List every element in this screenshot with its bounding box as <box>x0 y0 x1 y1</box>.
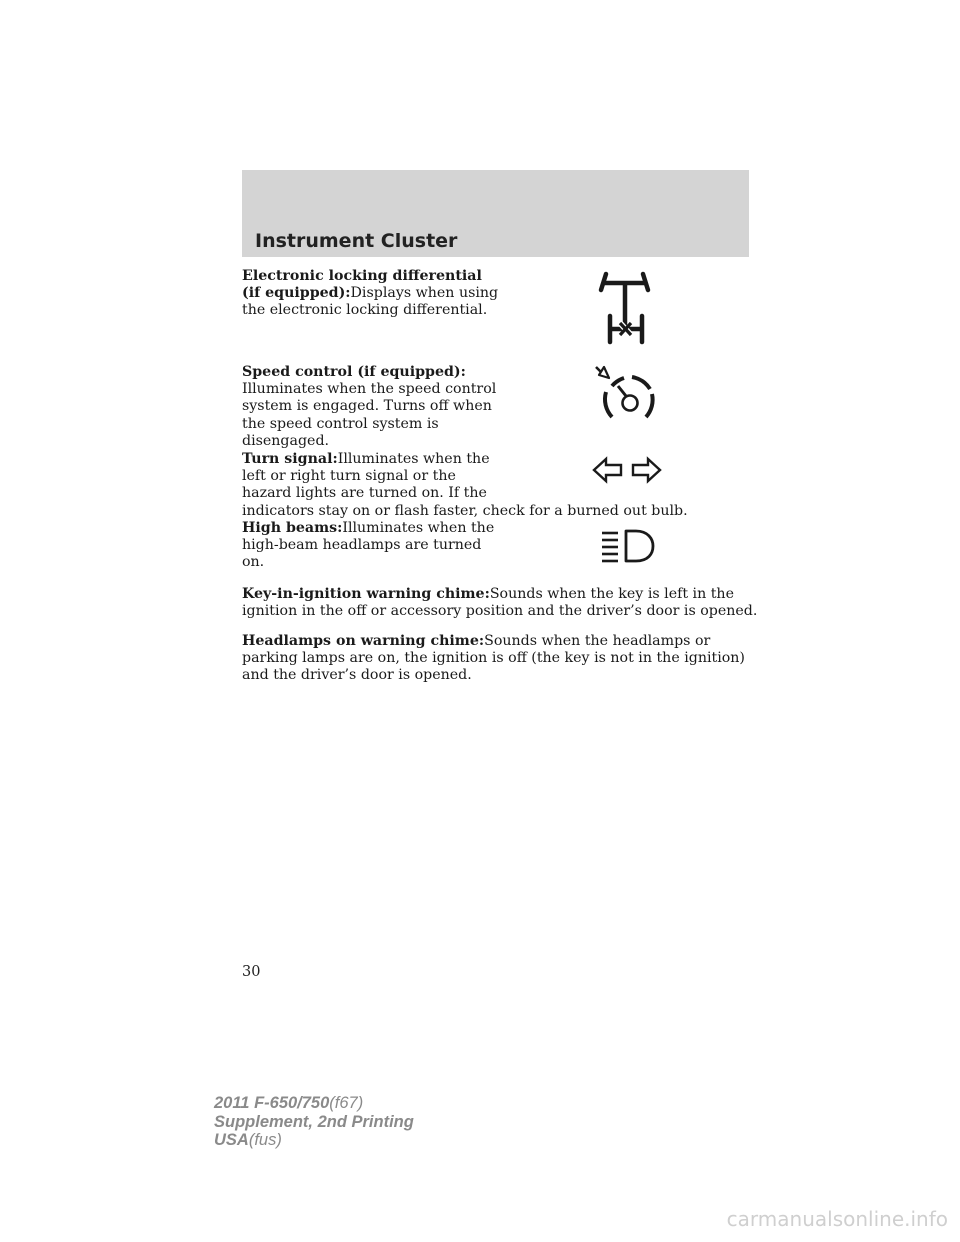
turn-signal-text-2: left or right turn signal or the <box>242 468 456 485</box>
turn-signal-text-3: hazard lights are turned on. If the <box>242 485 487 502</box>
key-chime-paragraph <box>242 586 762 620</box>
locking-differential-text: Displays when using the electronic locking differential. <box>242 285 499 319</box>
page-title: Instrument Cluster <box>255 230 458 252</box>
turn-signal-arrows-icon <box>591 456 663 484</box>
turn-signal-text-1: Illuminates when the <box>337 451 490 467</box>
watermark: carmanualsonline.info <box>726 1207 948 1231</box>
high-beam-icon <box>600 528 656 564</box>
locking-differential-label-1: Electronic locking differential <box>242 268 482 284</box>
locking-differential-icon <box>594 268 658 346</box>
turn-signal-label: Turn signal: <box>242 451 338 467</box>
document-footer <box>214 1094 414 1150</box>
speed-control-paragraph <box>242 364 504 450</box>
high-beams-label: High beams: <box>242 520 343 536</box>
locking-differential-paragraph <box>242 268 504 320</box>
section-header-band <box>242 170 749 257</box>
headlamp-chime-text: Sounds when the headlamps or parking lamps are on, the ignition is off (the key is not in the ignition) and the driver’s door is opened. <box>242 633 745 684</box>
footer-model: 2011 F-650/750 <box>214 1094 330 1112</box>
key-chime-label: Key-in-ignition warning chime: <box>242 586 490 602</box>
turn-signal-paragraph <box>242 451 762 520</box>
high-beams-text: Illuminates when the high-beam headlamps are turned on. <box>242 520 495 571</box>
headlamp-chime-paragraph <box>242 633 762 685</box>
page-number: 30 <box>242 964 261 980</box>
high-beams-paragraph <box>242 520 504 572</box>
speed-control-label: Speed control (if equipped): <box>242 364 466 380</box>
key-chime-text: Sounds when the key is left in the ignition in the off or accessory position and the driver’s door is opened. <box>242 586 758 620</box>
turn-signal-text-4: indicators stay on or flash faster, check for a burned out bulb. <box>242 502 688 519</box>
footer-model-code: (f67) <box>329 1094 364 1112</box>
headlamp-chime-label: Headlamps on warning chime: <box>242 633 485 649</box>
speed-control-icon <box>592 364 664 426</box>
locking-differential-label-2: (if equipped): <box>242 285 351 302</box>
speed-control-text: Illuminates when the speed control system is engaged. Turns off when the speed control system is disengaged. <box>242 381 497 449</box>
footer-printing: Supplement, 2nd Printing <box>214 1112 414 1131</box>
footer-region: USA <box>214 1131 249 1149</box>
footer-region-code: (fus) <box>248 1131 282 1149</box>
